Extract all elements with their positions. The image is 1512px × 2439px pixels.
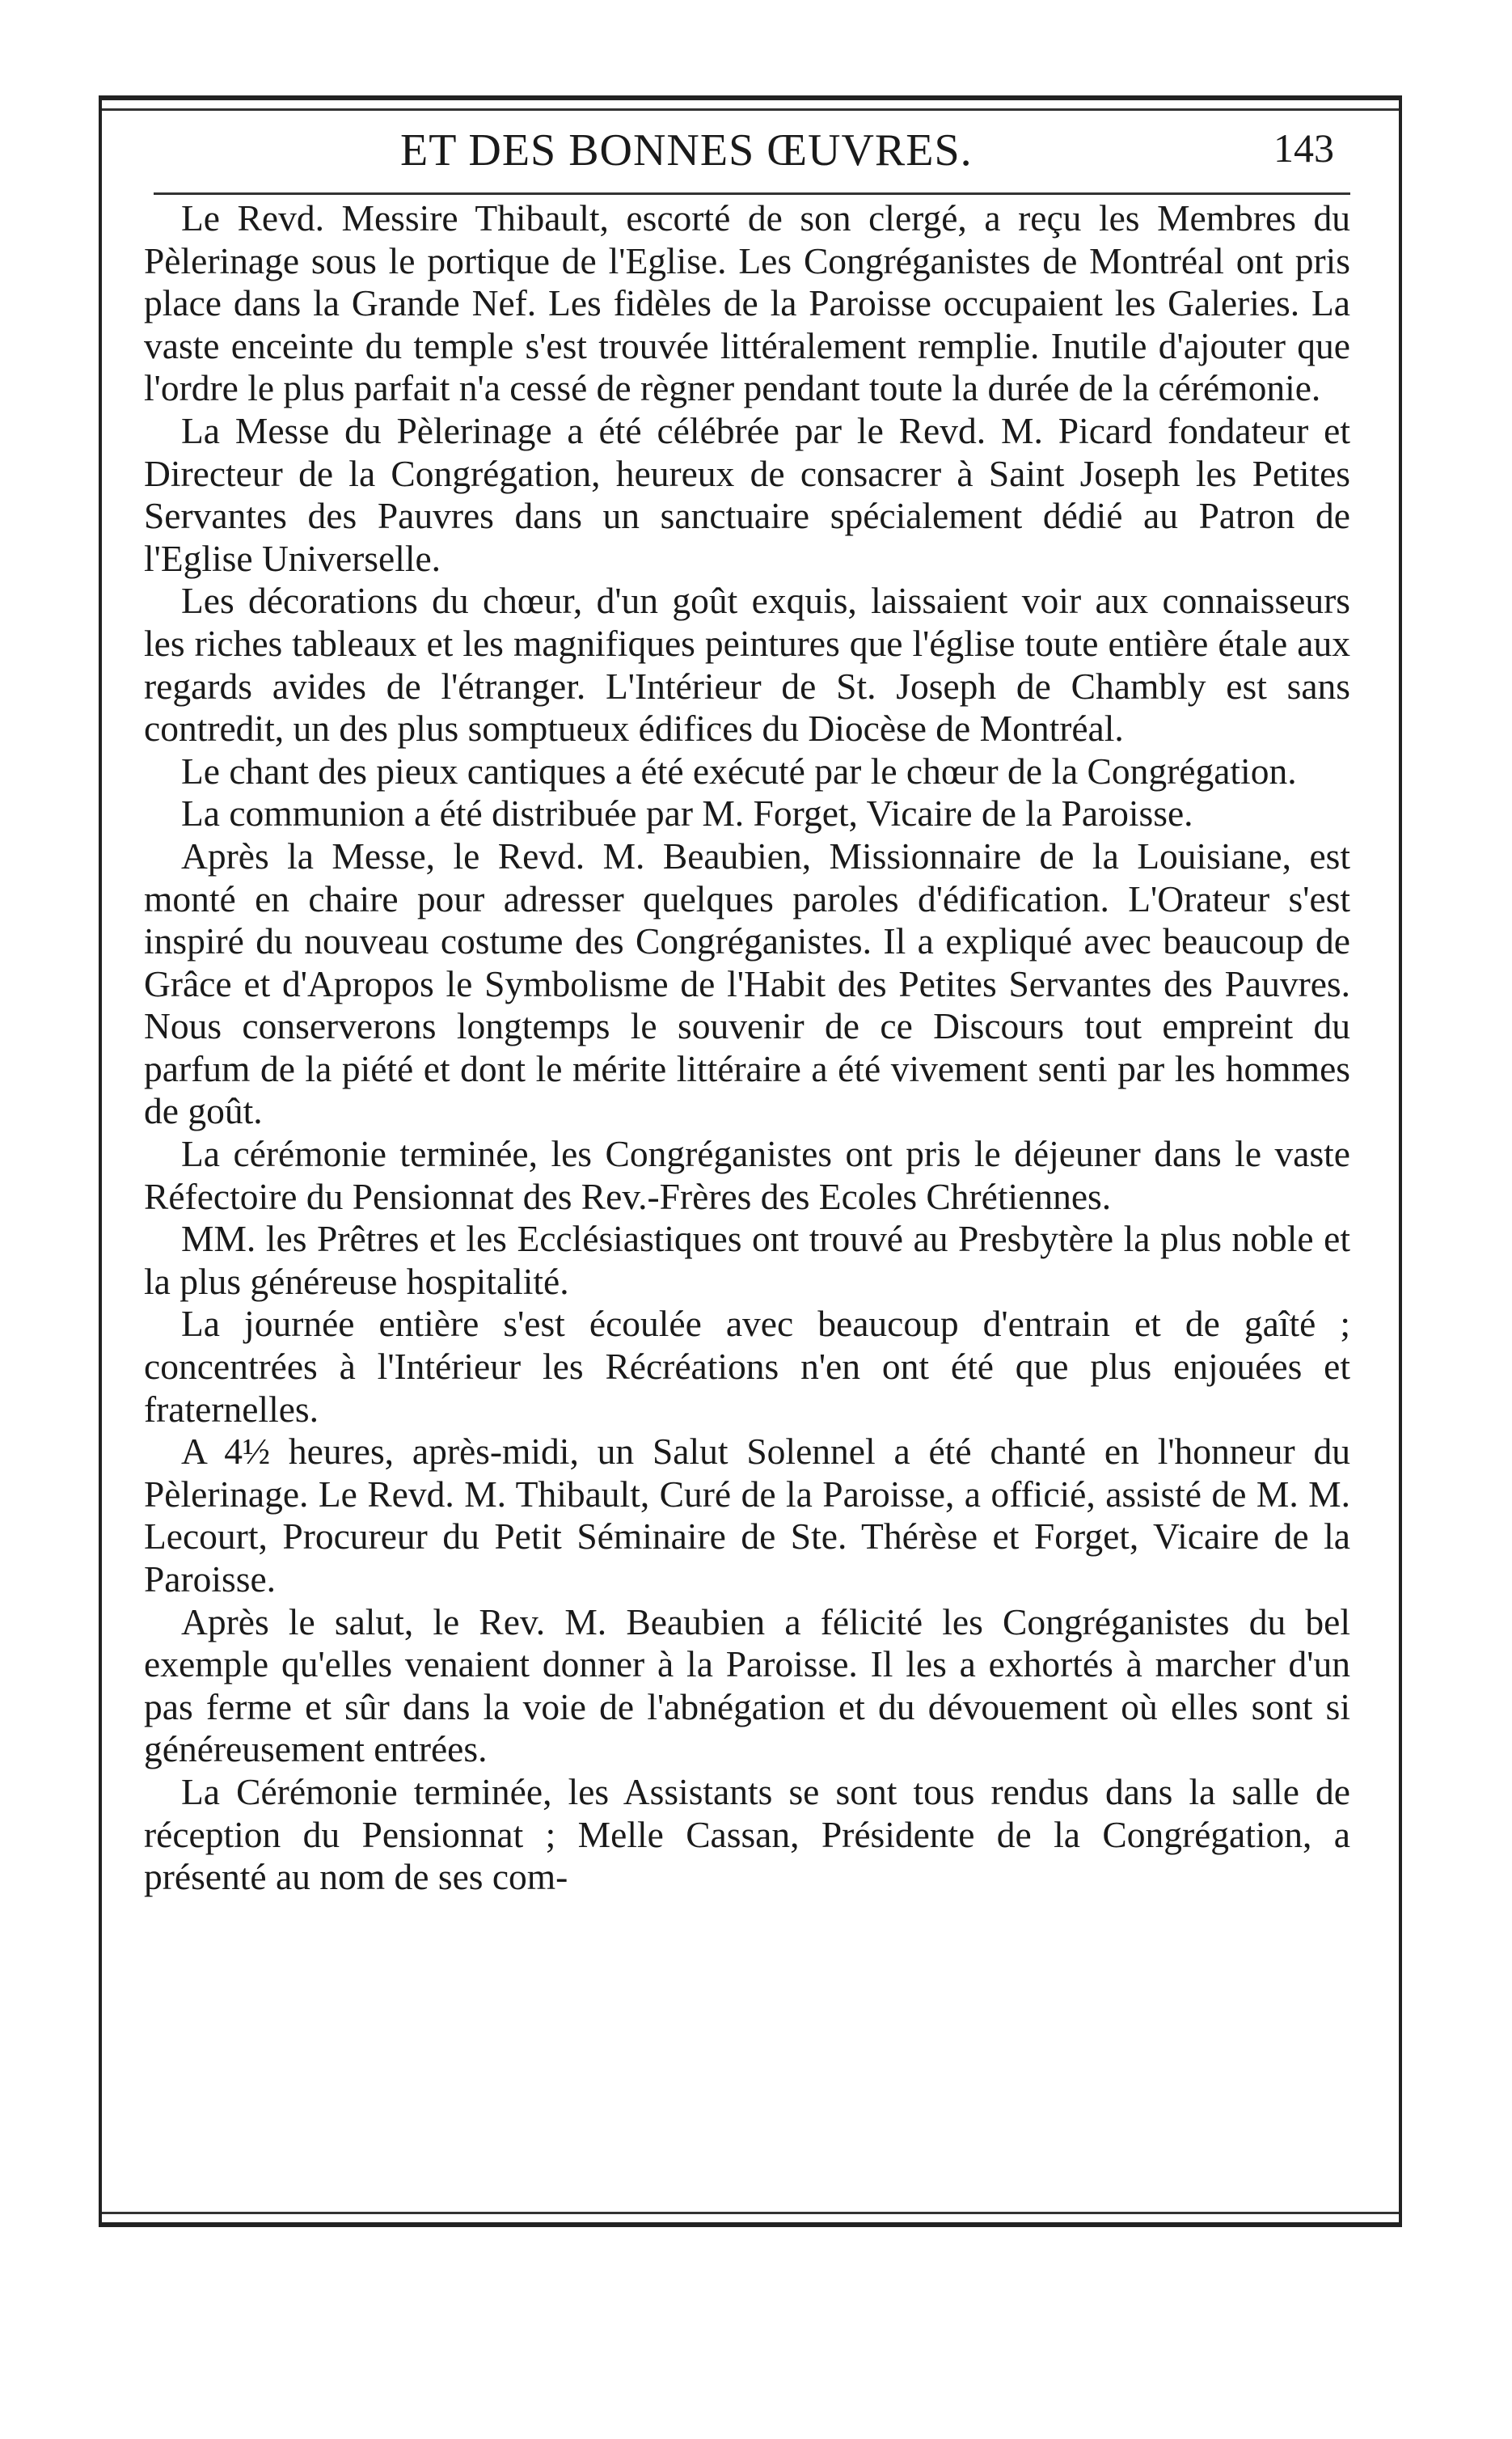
paragraph: La Messe du Pèlerinage a été célébrée par le Revd. M. Picard fondateur et Directeur de la Congrégation, heureux de consacrer à Saint Joseph les Petites Servantes des Pauvres dans un sanctuaire spécialement dédié au Patron de l'Eglise Universelle. [144,409,1350,579]
paragraph: MM. les Prêtres et les Ecclésiastiques ont trouvé au Presbytère la plus noble et la plus généreuse hospitalité. [144,1218,1350,1302]
running-head [146,121,1358,186]
paragraph: A 4½ heures, après-midi, un Salut Solennel a été chanté en l'honneur du Pèlerinage. Le Revd. M. Thibault, Curé de la Paroisse, a officié, assisté de M. M. Lecourt, Procureur du Petit Séminaire de Ste. Thérèse et Forget, Vicaire de la Paroisse. [144,1431,1350,1600]
paragraph: Le chant des pieux cantiques a été exécuté par le chœur de la Congrégation. [181,750,1297,792]
paragraph: Le Revd. Messire Thibault, escorté de son clergé, a reçu les Membres du Pèlerinage sous le portique de l'Eglise. Les Congréganistes de Montréal ont pris place dans la Grande Nef. Les fidèles de la Paroisse occupaient les Galeries. La vaste enceinte du temple s'est trouvée littéralement remplie. Inutile d'ajouter que l'ordre le plus parfait n'a cessé de règner pendant toute la durée de la cérémonie. [144,197,1350,409]
paragraph: La cérémonie terminée, les Congréganistes ont pris le déjeuner dans le vaste Réfectoire du Pensionnat des Rev.-Frères des Ecoles Chrétiennes. [144,1133,1350,1217]
running-title: ET DES BONNES ŒUVRES. [400,125,973,175]
paragraph: Après le salut, le Rev. M. Beaubien a félicité les Congréganistes du bel exemple qu'elles venaient donner à la Paroisse. Il les a exhortés à marcher d'un pas ferme et sûr dans la voie de l'abnégation et du dévouement où elles sont si généreusement entrées. [144,1600,1350,1770]
paragraph: La journée entière s'est écoulée avec beaucoup d'entrain et de gaîté ; concentrées à l'Intérieur les Récréations n'en ont été que plus enjouées et fraternelles. [144,1303,1350,1430]
paragraph: La Cérémonie terminée, les Assistants se sont tous rendus dans la salle de réception du Pensionnat ; Melle Cassan, Présidente de la Congrégation, a présenté au nom de ses com- [144,1770,1350,1898]
paragraph: Les décorations du chœur, d'un goût exquis, laissaient voir aux connaisseurs les riches tableaux et les magnifiques peintures que l'église toute entière étale aux regards avides de l'étranger. L'Intérieur de St. Joseph de Chambly est sans contredit, un des plus somptueux édifices du Diocèse de Montréal. [144,580,1350,750]
body-text [144,197,1350,1899]
page-number: 143 [1273,125,1334,171]
paragraph: Après la Messe, le Revd. M. Beaubien, Missionnaire de la Louisiane, est monté en chaire pour adresser quelques paroles d'édification. L'Orateur s'est inspiré du nouveau costume des Congréganistes. Il a expliqué avec beaucoup de Grâce et d'Apropos le Symbolisme de l'Habit des Petites Servantes des Pauvres. Nous conserverons longtemps le souvenir de ce Discours tout empreint du parfum de la piété et dont le mérite littéraire a été vivement senti par les hommes de goût. [144,835,1350,1132]
bottom-inner-rule [102,2212,1399,2214]
header-rule [154,192,1350,195]
top-inner-rule [102,108,1399,111]
paragraph: La communion a été distribuée par M. Forget, Vicaire de la Paroisse. [181,793,1193,835]
